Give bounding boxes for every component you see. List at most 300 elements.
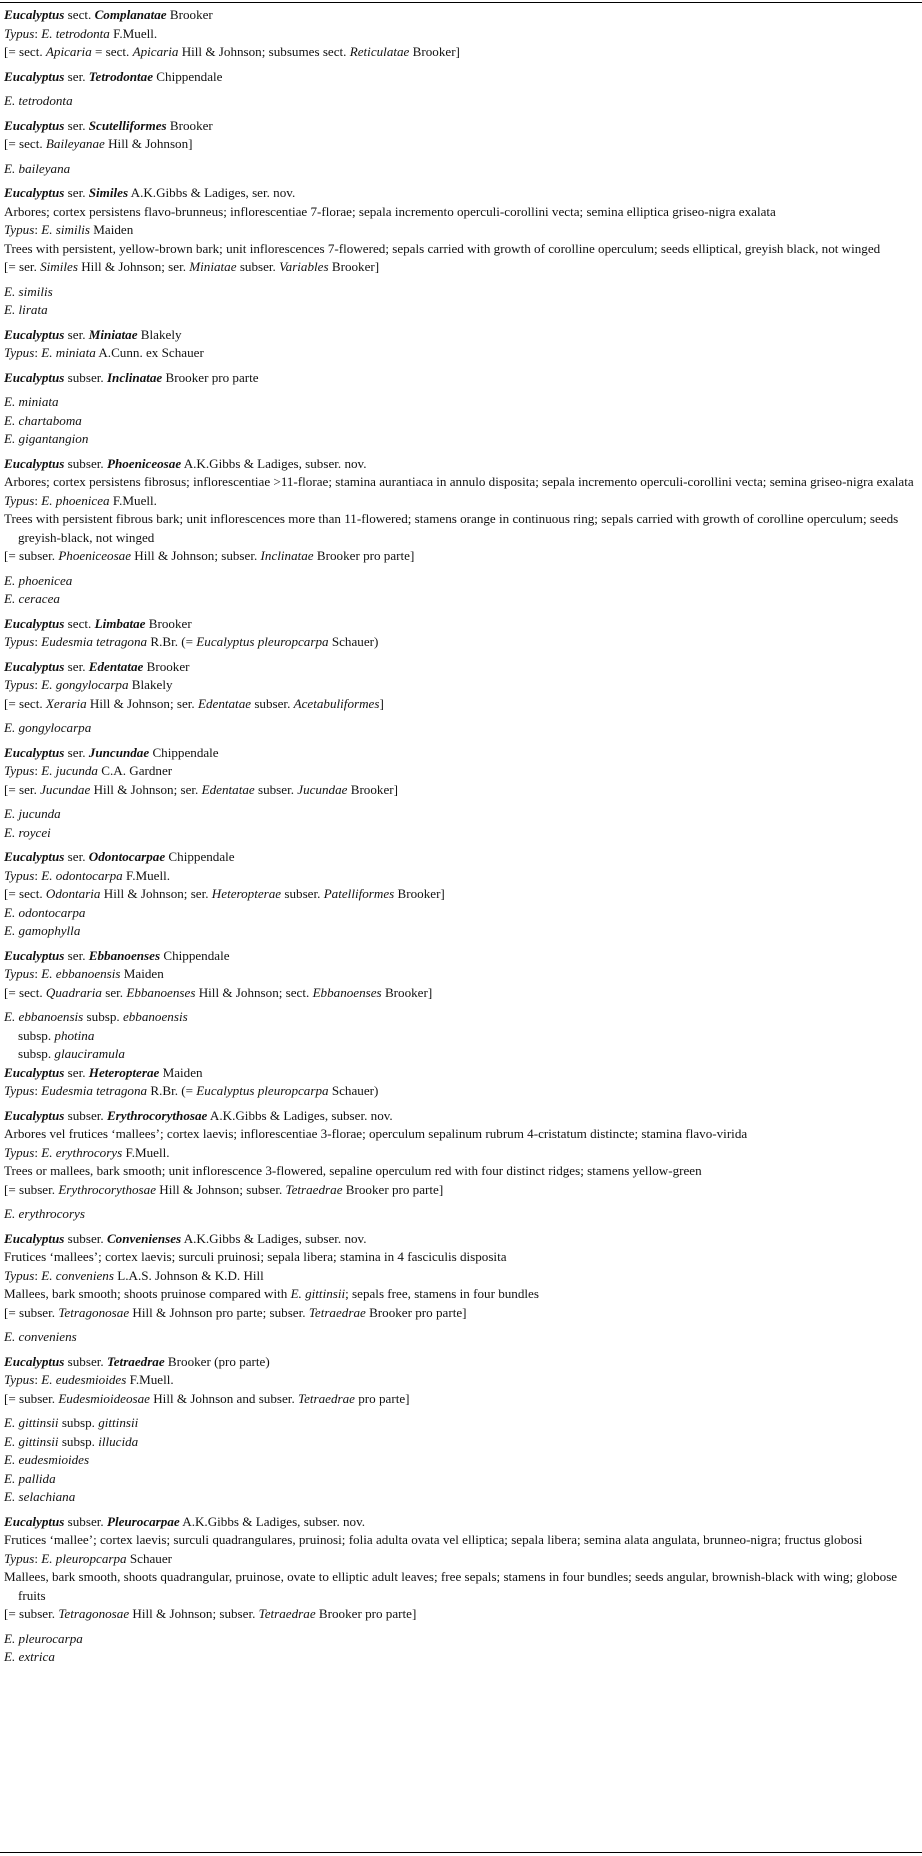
synonymy-line: [4, 1605, 918, 1624]
synonymy-line: [4, 43, 918, 62]
text-segment: E. baileyana: [4, 160, 71, 176]
diagnosis-text: [4, 1568, 918, 1605]
text-segment: Inclinatae: [260, 548, 314, 563]
text-segment: Quadraria: [45, 984, 102, 1000]
taxon-name: Eucalyptus: [4, 1107, 65, 1123]
species-name: [4, 1008, 918, 1027]
synonymy-line: [4, 1304, 918, 1323]
text-segment: Chippendale: [165, 849, 235, 864]
text-segment: Mallees, bark smooth; shoots pruinose compared with: [4, 1286, 291, 1301]
text-segment: Ebbanoenses: [312, 984, 382, 1000]
diagnosis-text: [4, 1248, 918, 1267]
text-segment: Schauer): [328, 634, 379, 649]
text-segment: [= subser.: [4, 1606, 59, 1621]
text-segment: E. gittinsii: [290, 1286, 346, 1301]
text-segment: E. lirata: [4, 302, 48, 317]
text-segment: Brooker]: [347, 781, 398, 797]
diagnosis-text: [4, 1531, 918, 1550]
taxon-name: Eucalyptus: [4, 369, 65, 385]
text-segment: E. tetrodonta: [4, 93, 73, 108]
text-segment: ser.: [64, 185, 89, 200]
text-segment: :: [34, 1083, 42, 1098]
text-segment: A.K.Gibbs & Ladiges, ser. nov.: [128, 185, 296, 200]
diagnosis-text: [4, 1285, 918, 1304]
text-segment: E. roycei: [4, 824, 51, 840]
text-segment: E. chartaboma: [4, 412, 82, 428]
text-segment: subser.: [254, 781, 298, 797]
species-name: [4, 824, 918, 843]
text-segment: E. phoenicea: [4, 572, 73, 588]
taxon-name: Juncundae: [88, 744, 150, 760]
text-segment: [95, 616, 146, 631]
text-segment: Blakely: [128, 677, 173, 692]
text-segment: sect.: [64, 615, 95, 631]
text-segment: E. miniata: [41, 345, 96, 360]
text-segment: Typus: [4, 1550, 35, 1566]
text-segment: F.Muell.: [122, 1144, 170, 1160]
text-segment: :: [34, 867, 42, 883]
text-segment: E. similis: [41, 222, 90, 237]
text-segment: ser.: [64, 658, 89, 674]
text-segment: Odontaria: [45, 886, 101, 901]
species-name: [4, 1205, 918, 1224]
text-segment: Typus: [4, 1083, 35, 1098]
entry-block: [4, 658, 918, 714]
text-segment: Typus: [4, 222, 35, 237]
text-segment: [4, 948, 64, 963]
text-segment: subser.: [64, 369, 107, 385]
text-segment: Hill & Johnson; ser.: [86, 695, 198, 711]
taxon-name: Convenienses: [106, 1230, 182, 1246]
text-segment: E. erythrocorys: [4, 1206, 85, 1221]
text-segment: :: [34, 345, 42, 360]
species-name: [4, 590, 918, 609]
taxon-heading: [4, 369, 918, 388]
text-segment: subser.: [64, 1513, 107, 1529]
text-segment: [= subser.: [4, 1304, 59, 1320]
diagnosis-text: [4, 510, 918, 547]
text-segment: Typus: [4, 492, 35, 508]
species-name: [4, 1488, 918, 1507]
type-line: [4, 492, 918, 511]
text-segment: [89, 745, 149, 760]
text-segment: E. odontocarpa: [4, 904, 86, 920]
text-segment: Brooker pro parte]: [315, 1606, 417, 1621]
text-segment: E. gigantangion: [4, 431, 89, 446]
text-segment: [4, 456, 64, 471]
text-segment: [4, 185, 64, 200]
species-name: [4, 301, 918, 320]
taxon-heading: [4, 848, 918, 867]
entry-block: [4, 1008, 918, 1101]
text-segment: F.Muell.: [126, 1372, 174, 1387]
text-segment: [= sect.: [4, 136, 46, 151]
synonymy-line: [4, 547, 918, 566]
taxon-name: Eucalyptus: [4, 1230, 65, 1246]
text-segment: subser.: [64, 1107, 107, 1123]
text-segment: [= subser.: [4, 1390, 59, 1406]
entry-block: [4, 1513, 918, 1624]
text-segment: Arbores vel frutices ‘mallees’; cortex laevis; inflorescentiae 3-florae; operculum sepalinum rubrum 4-cristatum distincte; stamina flavo-virida: [4, 1126, 748, 1141]
synonymy-line: [4, 135, 918, 154]
text-segment: [4, 616, 64, 631]
entry-block: [4, 1205, 918, 1224]
text-segment: [4, 370, 64, 385]
text-segment: :: [34, 1550, 42, 1566]
text-segment: Tetraedrae: [298, 1390, 355, 1406]
taxon-name: Eucalyptus: [4, 185, 65, 200]
entry-block: [4, 848, 918, 941]
text-segment: :: [34, 222, 42, 237]
text-segment: Hill & Johnson and subser.: [149, 1390, 298, 1406]
species-name: [4, 805, 918, 824]
text-segment: [89, 327, 138, 342]
text-segment: :: [34, 492, 42, 508]
text-segment: ]: [379, 695, 384, 711]
text-segment: [4, 1108, 64, 1123]
species-name: [4, 393, 918, 412]
species-name: [4, 1630, 918, 1649]
text-segment: glauciramula: [54, 1046, 125, 1061]
text-segment: Xeraria: [45, 695, 87, 711]
text-segment: Brooker pro parte: [162, 369, 259, 385]
taxon-name: Edentatae: [88, 658, 144, 674]
text-segment: Frutices ‘mallee’; cortex laevis; surculi quadrangulares, pruinosi; folia adulta ovata vel elliptica; sepala libera; semina alata angulata, brunneo-nigra; fructus globosi: [4, 1532, 863, 1547]
synonymy-line: [4, 1390, 918, 1409]
text-segment: [4, 7, 64, 22]
text-segment: Brooker pro parte]: [313, 548, 415, 563]
text-segment: E. miniata: [4, 394, 59, 409]
species-name: [4, 922, 918, 941]
text-segment: R.Br. (=: [147, 1083, 197, 1098]
text-segment: Brooker pro parte]: [342, 1181, 444, 1197]
text-segment: Tetragonosae: [58, 1304, 130, 1320]
text-segment: [= sect.: [4, 44, 46, 59]
entry-block: [4, 92, 918, 111]
text-segment: L.A.S. Johnson & K.D. Hill: [113, 1267, 264, 1283]
text-segment: sect.: [64, 7, 95, 22]
text-segment: Hill & Johnson; ser.: [90, 781, 202, 797]
text-segment: [4, 327, 64, 342]
taxon-name: Phoeniceosae: [106, 455, 182, 471]
synonymy-line: [4, 695, 918, 714]
text-segment: ; sepals free, stamens in four bundles: [345, 1286, 539, 1301]
species-name: [4, 412, 918, 431]
text-segment: Schauer): [328, 1083, 379, 1098]
text-segment: Brooker: [145, 615, 192, 631]
text-segment: subsp.: [58, 1415, 99, 1430]
top-rule: [0, 2, 922, 3]
species-name: [4, 283, 918, 302]
taxon-name: Miniatae: [88, 326, 138, 342]
text-segment: E. extrica: [4, 1649, 55, 1664]
text-segment: [= sect.: [4, 886, 46, 901]
text-segment: [95, 7, 167, 22]
synonymy-line: [4, 885, 918, 904]
text-segment: E. tetrodonta: [41, 25, 110, 41]
taxon-name: Inclinatae: [106, 369, 163, 385]
text-segment: E. conveniens: [4, 1329, 77, 1344]
text-segment: Chippendale: [153, 68, 223, 84]
text-segment: Schauer: [126, 1550, 173, 1566]
taxon-heading: [4, 1353, 918, 1372]
diagnosis-text: [4, 240, 918, 259]
entry-block: [4, 615, 918, 652]
taxon-heading: [4, 658, 918, 677]
text-segment: Apicaria: [132, 44, 179, 59]
entry-block: [4, 744, 918, 800]
text-segment: Similes: [40, 259, 78, 274]
text-segment: R.Br. (=: [147, 634, 197, 649]
text-segment: Brooker: [166, 7, 213, 22]
taxon-name: Eucalyptus: [4, 7, 65, 22]
text-segment: [= subser.: [4, 548, 59, 563]
text-segment: Brooker pro parte]: [365, 1304, 467, 1320]
type-line: [4, 1371, 918, 1390]
text-segment: [89, 659, 144, 674]
text-segment: E. odontocarpa: [41, 867, 123, 883]
text-segment: Typus: [4, 345, 35, 360]
text-segment: Brooker]: [328, 259, 380, 274]
text-segment: Blakely: [137, 326, 182, 342]
taxon-name: Eucalyptus: [4, 849, 65, 864]
text-segment: Eucalyptus pleuropcarpa: [196, 1083, 329, 1098]
taxon-heading: [4, 68, 918, 87]
text-segment: Jucundae: [297, 781, 348, 797]
text-segment: Typus: [4, 867, 35, 883]
text-segment: Brooker: [166, 117, 213, 133]
text-segment: Eudesmia tetragona: [41, 634, 148, 649]
taxon-name: Complanatae: [94, 7, 167, 22]
text-segment: A.Cunn. ex Schauer: [95, 345, 204, 360]
text-segment: Tetraedrae: [285, 1181, 343, 1197]
text-segment: Eucalyptus pleuropcarpa: [196, 634, 329, 649]
type-line: [4, 762, 918, 781]
entry-block: [4, 160, 918, 179]
text-segment: Jucundae: [40, 781, 91, 797]
species-name: [4, 1433, 918, 1452]
text-segment: [4, 1354, 64, 1369]
species-name: [4, 1414, 918, 1433]
text-segment: :: [34, 1144, 42, 1160]
text-segment: Brooker]: [394, 886, 445, 901]
taxon-name: Eucalyptus: [4, 326, 65, 342]
taxon-name: Limbatae: [94, 615, 146, 631]
diagnosis-text: [4, 1162, 918, 1181]
text-segment: ser.: [64, 849, 89, 864]
text-segment: Arbores; cortex persistens fibrosus; inflorescentiae >11-florae; stamina aurantiaca in annulo disposita; sepala incremento operculi-corollini vecta; semina griseo-nigra exalata: [4, 474, 914, 489]
taxon-name: Tetrodontae: [88, 68, 154, 84]
taxon-name: Scutelliformes: [88, 117, 167, 133]
species-name: [4, 1045, 918, 1064]
taxon-name: Eucalyptus: [4, 68, 65, 84]
text-segment: gittinsii: [98, 1415, 139, 1430]
text-segment: illucida: [98, 1433, 139, 1449]
text-segment: [4, 659, 64, 674]
text-segment: [4, 69, 64, 84]
diagnosis-text: [4, 1125, 918, 1144]
taxon-name: Heteropterae: [88, 1064, 160, 1080]
taxonomy-document: [4, 6, 918, 1673]
type-line: [4, 965, 918, 984]
text-segment: E. selachiana: [4, 1489, 76, 1504]
text-segment: :: [34, 966, 42, 981]
type-line: [4, 1082, 918, 1101]
text-segment: E. ceracea: [4, 591, 60, 606]
text-segment: subser.: [64, 1230, 107, 1246]
text-segment: Typus: [4, 966, 35, 981]
text-segment: [89, 948, 160, 963]
text-segment: subsp.: [58, 1433, 99, 1449]
text-segment: Maiden: [159, 1064, 203, 1080]
text-segment: Maiden: [89, 222, 134, 237]
text-segment: Ebbanoenses: [126, 984, 196, 1000]
entry-block: [4, 1414, 918, 1507]
text-segment: Apicaria: [45, 44, 92, 59]
text-segment: [107, 1108, 207, 1123]
synonymy-line: [4, 1181, 918, 1200]
text-segment: pro parte]: [354, 1390, 410, 1406]
text-segment: Typus: [4, 763, 35, 778]
text-segment: Acetabuliformes: [293, 695, 380, 711]
text-segment: E. similis: [4, 283, 53, 299]
text-segment: [= ser.: [4, 781, 41, 797]
taxon-name: Eucalyptus: [4, 947, 65, 963]
text-segment: :: [34, 677, 42, 692]
text-segment: ser.: [101, 984, 127, 1000]
text-segment: [= subser.: [4, 1181, 59, 1197]
text-segment: E. conveniens: [41, 1267, 114, 1283]
text-segment: Hill & Johnson; subser.: [156, 1181, 286, 1197]
type-line: [4, 633, 918, 652]
text-segment: Mallees, bark smooth, shoots quadrangular, pruinose, ovate to elliptic adult leaves; free sepals; stamens in four bundles; seeds angular, brownish-black with wing; globose fruits: [4, 1569, 898, 1603]
taxon-name: Eucalyptus: [4, 117, 65, 133]
text-segment: E. eudesmioides: [4, 1452, 90, 1467]
synonymy-line: [4, 258, 918, 277]
taxon-name: Eucalyptus: [4, 1064, 65, 1080]
text-segment: ser.: [64, 326, 89, 342]
entry-block: [4, 6, 918, 62]
text-segment: Chippendale: [149, 744, 219, 760]
text-segment: :: [34, 1267, 42, 1283]
text-segment: :: [34, 634, 42, 649]
entry-block: [4, 393, 918, 449]
text-segment: E. erythrocorys: [41, 1144, 123, 1160]
text-segment: E. ebbanoensis: [41, 966, 121, 981]
text-segment: [4, 1514, 64, 1529]
entry-block: [4, 947, 918, 1003]
taxon-heading: [4, 6, 918, 25]
type-line: [4, 1267, 918, 1286]
species-name: [4, 904, 918, 923]
species-name: [4, 572, 918, 591]
entry-block: [4, 326, 918, 363]
text-segment: [= sect.: [4, 695, 46, 711]
text-segment: A.K.Gibbs & Ladiges, subser. nov.: [181, 1230, 367, 1246]
text-segment: [89, 118, 167, 133]
text-segment: Brooker: [143, 658, 190, 674]
text-segment: :: [34, 25, 42, 41]
text-segment: E. pleuropcarpa: [41, 1550, 127, 1566]
text-segment: E. gittinsii: [4, 1433, 59, 1449]
text-segment: [4, 849, 64, 864]
text-segment: subser.: [64, 455, 107, 471]
text-segment: ser.: [64, 1064, 89, 1080]
text-segment: Trees with persistent, yellow-brown bark; unit inflorescences 7-flowered; sepals carried with growth of corolline operculum; seeds elliptical, greyish black, not winged: [4, 240, 881, 256]
synonymy-line: [4, 984, 918, 1003]
text-segment: Eudesmia tetragona: [41, 1083, 148, 1098]
entry-block: [4, 68, 918, 87]
text-segment: Hill & Johnson pro parte; subser.: [129, 1304, 309, 1320]
text-segment: Hill & Johnson; ser.: [77, 259, 190, 274]
taxon-heading: [4, 1064, 918, 1083]
entry-block: [4, 1230, 918, 1323]
text-segment: Typus: [4, 25, 35, 41]
text-segment: Heteropterae: [211, 886, 282, 901]
entry-block: [4, 719, 918, 738]
text-segment: subser.: [281, 886, 324, 901]
text-segment: E. jucunda: [41, 763, 98, 778]
taxon-heading: [4, 1230, 918, 1249]
entry-block: [4, 805, 918, 842]
text-segment: :: [34, 763, 42, 778]
text-segment: A.K.Gibbs & Ladiges, subser. nov.: [181, 455, 367, 471]
taxon-name: Eucalyptus: [4, 615, 65, 631]
diagnosis-text: [4, 203, 918, 222]
text-segment: Erythrocorythosae: [58, 1181, 157, 1197]
text-segment: E. phoenicea: [41, 492, 110, 508]
text-segment: Maiden: [120, 966, 164, 981]
taxon-name: Similes: [88, 185, 129, 200]
text-segment: Tetraedrae: [258, 1606, 316, 1621]
taxon-name: Odontocarpae: [88, 849, 166, 864]
entry-block: [4, 283, 918, 320]
text-segment: ser.: [64, 744, 89, 760]
type-line: [4, 1550, 918, 1569]
text-segment: Patelliformes: [323, 886, 395, 901]
taxon-name: Eucalyptus: [4, 1513, 65, 1529]
text-segment: [107, 1231, 181, 1246]
taxon-heading: [4, 947, 918, 966]
text-segment: Hill & Johnson; ser.: [100, 886, 212, 901]
species-name: [4, 160, 918, 179]
taxon-heading: [4, 1107, 918, 1126]
text-segment: :: [34, 1372, 42, 1387]
text-segment: Brooker]: [409, 44, 460, 59]
taxon-name: Eucalyptus: [4, 455, 65, 471]
text-segment: subsp.: [18, 1046, 55, 1061]
text-segment: E. gittinsii: [4, 1415, 59, 1430]
text-segment: ser.: [64, 68, 89, 84]
text-segment: subsp.: [83, 1009, 123, 1024]
type-line: [4, 1144, 918, 1163]
text-segment: E. gamophylla: [4, 923, 81, 938]
entry-block: [4, 117, 918, 154]
text-segment: Trees with persistent fibrous bark; unit inflorescences more than 11-flowered; stamens orange in continuous ring; sepals carried with growth of corolline operculum; seeds greyish-black, not winged: [4, 511, 899, 545]
species-name: [4, 1648, 918, 1667]
text-segment: [89, 69, 153, 84]
text-segment: Typus: [4, 1372, 35, 1387]
taxon-heading: [4, 326, 918, 345]
text-segment: Edentatae: [201, 781, 255, 797]
text-segment: A.K.Gibbs & Ladiges, subser. nov.: [179, 1513, 366, 1529]
text-segment: Hill & Johnson; subsumes sect.: [178, 44, 350, 59]
species-name: [4, 430, 918, 449]
entry-block: [4, 1353, 918, 1409]
taxon-name: Eucalyptus: [4, 1353, 65, 1369]
text-segment: [107, 1514, 180, 1529]
species-name: [4, 1027, 918, 1046]
